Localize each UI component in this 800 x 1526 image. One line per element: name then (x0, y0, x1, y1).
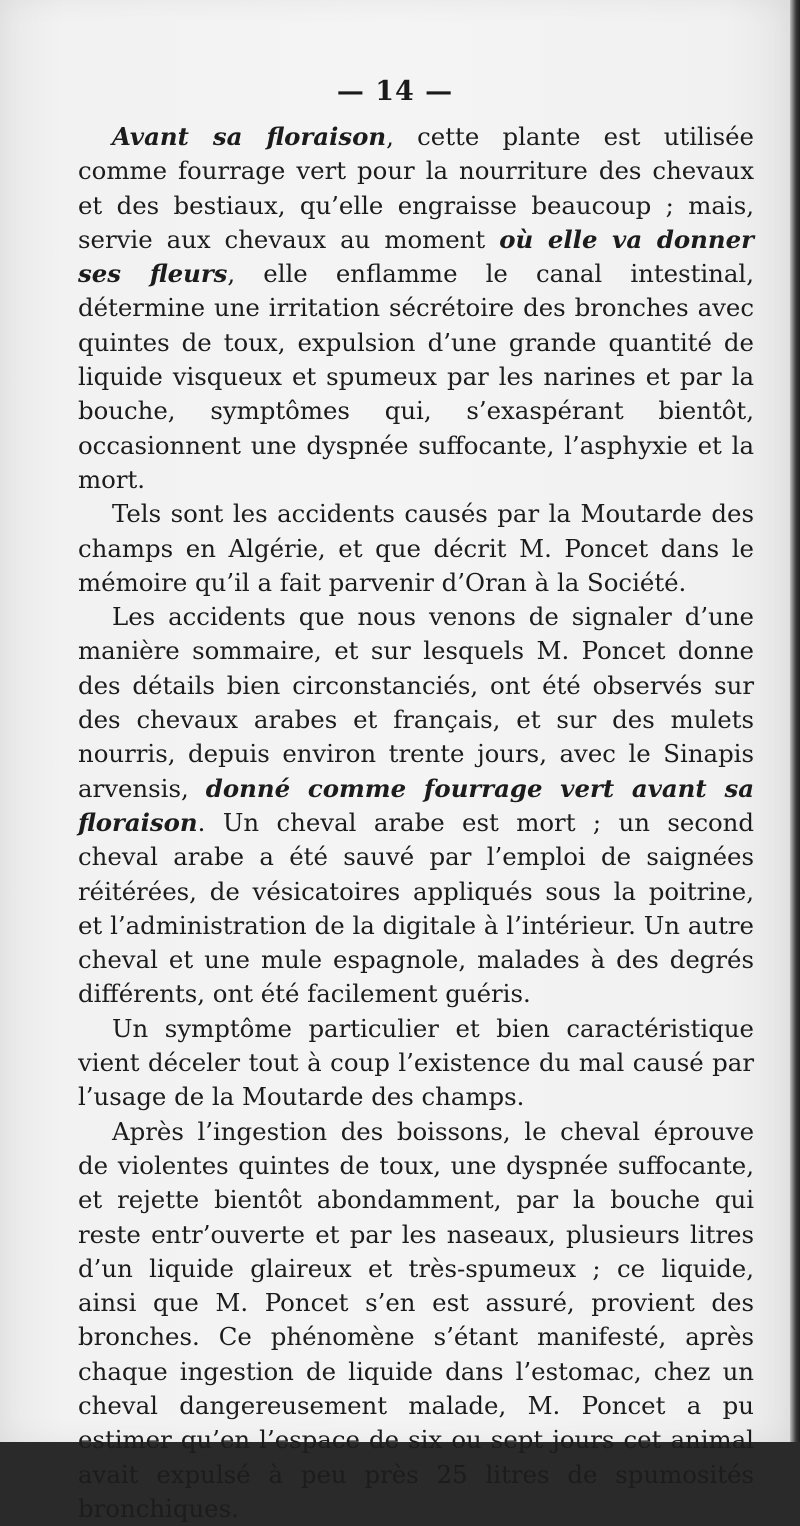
paragraph-5 (78, 1115, 754, 1526)
paragraph-4 (78, 1012, 754, 1115)
emphasis-text: Avant sa floraison (112, 122, 387, 151)
paragraph-text: Les accidents que nous venons de signaler d’une manière sommaire, et sur lesquels M. Poncet donne des détails bien circonstanciés, ont été observés sur des chevaux arabes et français, et sur des mulets nourris, depuis environ trente jours, avec le Sinapis arvensis, (78, 602, 754, 803)
emphasis-text: où elle va donner ses fleurs (78, 224, 754, 289)
paragraph-1 (78, 120, 754, 497)
page-edge-shadow (790, 0, 800, 1442)
paragraph-text: Tels sont les accidents causés par la Moutarde des champs en Algérie, et que décrit M. Poncet dans le mémoire qu’il a fait parvenir d’Oran à la Société. (78, 499, 754, 597)
paragraph-text: Après l’ingestion des boissons, le cheval éprouve de violentes quintes de toux, une dyspnée suffocante, et rejette bientôt abondamment, par la bouche qui reste entr’ouverte et par les naseaux, plusieurs litres d’un liquide glaireux et très-spumeux ; ce liquide, ainsi que M. Poncet s’en est assuré, provient des bronches. Ce phénomène s’étant manifesté, après chaque ingestion de liquide dans l’estomac, chez un cheval dangereusement malade, M. Poncet a pu estimer qu’en l’espace de six ou sept jours cet animal avait expulsé à peu près 25 litres de spumosités bronchiques. (78, 1116, 754, 1523)
paragraph-text: . Un cheval arabe est mort ; un second cheval arabe a été sauvé par l’emploi de saignées réitérées, de vésicatoires appliqués sous la poitrine, et l’administration de la digitale à l’intérieur. Un autre cheval et une mule espagnole, malades à des degrés différents, ont été facilement guéris. (78, 807, 754, 1009)
paragraph-text: , cette plante est utilisée comme fourrage vert pour la nourriture des chevaux et des bestiaux, qu’elle engraisse beaucoup ; mais, servie aux chevaux au moment (78, 122, 754, 254)
page-number: — 14 — (336, 76, 454, 107)
paragraph-2 (78, 497, 754, 600)
paragraph-3 (78, 600, 754, 1012)
paragraph-text: Un symptôme particulier et bien caractéristique vient déceler tout à coup l’existence du mal causé par l’usage de la Moutarde des champs. (78, 1013, 754, 1112)
body-text (78, 120, 754, 1526)
paragraph-text: , elle enflamme le canal intestinal, détermine une irritation sécrétoire des bronches avec quintes de toux, expulsion d’une grande quantité de liquide visqueux et spumeux par les narines et par la bouche, symptômes qui, s’exaspérant bientôt, occasionnent une dyspnée suffocante, l’asphyxie et la mort. (78, 259, 754, 494)
emphasis-text: donné comme fourrage vert avant sa floraison (78, 773, 755, 837)
